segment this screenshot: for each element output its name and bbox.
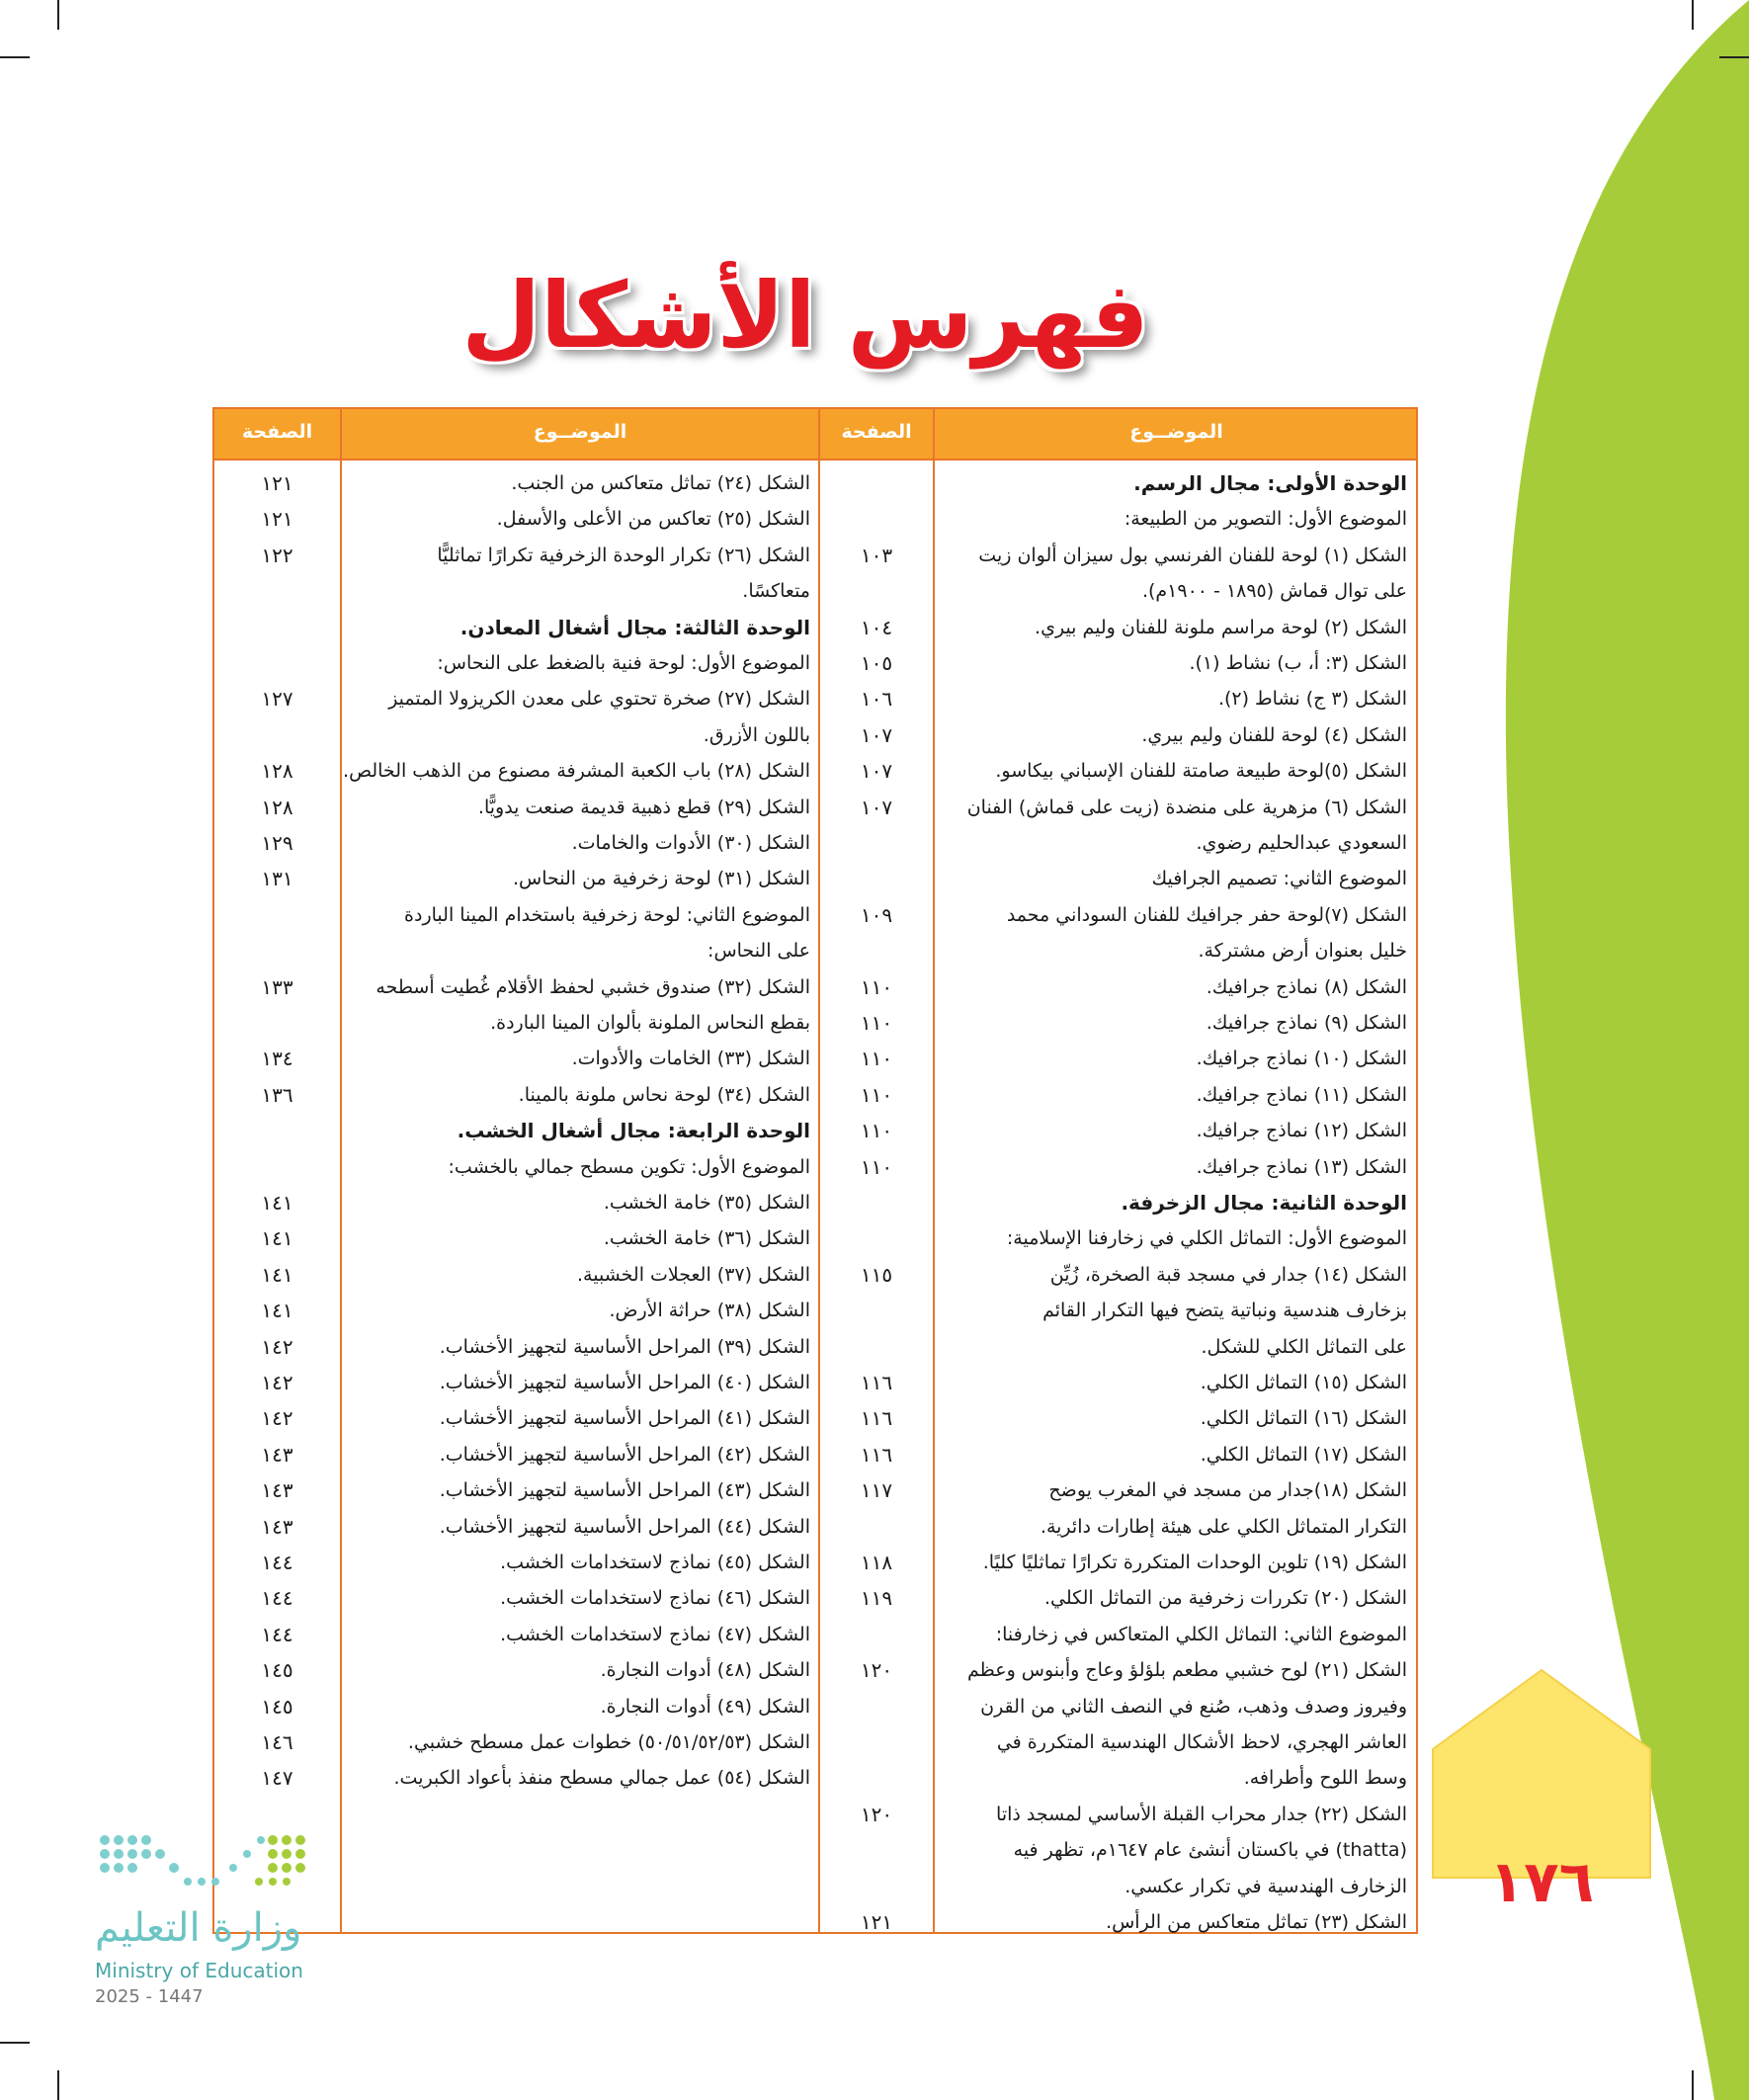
index-entry-page: ١٤٢: [261, 1334, 293, 1359]
index-entry-page: ١٠٦: [860, 687, 893, 712]
index-entry-page: ١١٠: [860, 1154, 893, 1179]
index-entry-text: الشكل (٤٨) أدوات النجارة.: [600, 1659, 810, 1682]
index-entry-text: الشكل (٣٢) صندوق خشبي لحفظ الأقلام غُطيت أسطحه: [375, 975, 810, 998]
index-entry-page: ١١٠: [860, 1047, 893, 1071]
index-entry-text: الشكل (٤٠) المراحل الأساسية لتجهيز الأخشاب.: [439, 1372, 810, 1393]
index-entry-page: ١٤١: [261, 1226, 293, 1251]
index-entry-page: ١١٠: [860, 1082, 893, 1107]
index-entry-text: الشكل (٢٥) تعاكس من الأعلى والأسفل.: [496, 508, 810, 531]
index-entry-text: بقطع النحاس الملونة بألوان المينا الباردة.: [490, 1012, 810, 1034]
index-entry-page: ١٤١: [261, 1299, 293, 1323]
index-entry-text: الموضوع الثاني: لوحة زخرفية باستخدام المينا الباردة: [404, 903, 810, 926]
index-entry-page: ١٠٧: [860, 722, 893, 747]
index-entry-page: ١٤٤: [261, 1622, 293, 1646]
index-entry-text: الشكل (٢٤) تماثل متعاكس من الجنب.: [511, 472, 810, 494]
index-entry-text: الموضوع الثاني: التماثل الكلي المتعاكس في زخارفنا:: [995, 1623, 1407, 1645]
index-entry-page: ١١٧: [860, 1478, 893, 1503]
crop-mark: [1692, 0, 1694, 30]
index-entry-text: خليل بعنوان أرض مشتركة.: [1198, 940, 1407, 963]
column-divider: [933, 409, 935, 1932]
index-entry-text: التكرار المتماثل الكلي على هيئة إطارات دائرية.: [1040, 1515, 1407, 1538]
index-entry-text: الموضوع الأول: لوحة فنية بالضغط على النحاس:: [437, 652, 810, 674]
ministry-name-english: Ministry of Education: [95, 1959, 303, 1982]
figures-index-table: [212, 407, 1418, 1934]
index-entry-text: الشكل (٢) لوحة مراسم ملونة للفنان وليم بيري.: [1035, 616, 1407, 638]
index-entry-text: الشكل (٤١) المراحل الأساسية لتجهيز الأخشاب.: [439, 1407, 810, 1430]
index-entry-text: الشكل (١١) نماذج جرافيك.: [1196, 1083, 1407, 1106]
index-entry-text: الشكل (٢٦) تكرار الوحدة الزخرفية تكرارًا تماثليًّا: [437, 544, 810, 566]
index-entry-text: الموضوع الثاني: تصميم الجرافيك: [1151, 868, 1407, 890]
index-entry-page: ١٤٣: [261, 1514, 293, 1539]
index-entry-text: الشكل (٣ ج) نشاط (٢).: [1217, 688, 1407, 711]
index-entry-page: ١٣٦: [261, 1082, 293, 1107]
index-entry-text: الشكل (٤٥) نماذج لاستخدامات الخشب.: [500, 1552, 810, 1573]
index-entry-page: ١١٠: [860, 1119, 893, 1143]
index-entry-text: الشكل (٣٦) خامة الخشب.: [603, 1227, 810, 1250]
index-entry-text: الشكل (٦) مزهرية على منضدة (زيت على قماش) الفنان: [966, 796, 1407, 818]
page-number: ١٧٦: [1488, 1848, 1595, 1915]
index-entry-text: الشكل (٤٢) المراحل الأساسية لتجهيز الأخشاب.: [439, 1443, 810, 1466]
header-topic-left: الموضــوع: [533, 421, 627, 443]
index-entry-text: على توال قماش (١٨٩٥ - ١٩٠٠م).: [1141, 580, 1407, 603]
index-entry-text: الشكل (٥)لوحة طبيعة صامتة للفنان الإسباني بيكاسو.: [995, 760, 1407, 783]
index-entry-text: الشكل (١٩) تلوين الوحدات المتكررة تكرارًا تماثليًا كليًا.: [982, 1552, 1407, 1573]
index-entry-page: ١٤٦: [261, 1730, 293, 1754]
index-entry-page: ١٠٤: [860, 615, 893, 639]
index-entry-text: الوحدة الثانية: مجال الزخرفة.: [1121, 1191, 1407, 1215]
index-entry-text: الشكل (٥٤) عمل جمالي مسطح منفذ بأعواد الكبريت.: [393, 1767, 810, 1790]
index-entry-text: الشكل (٨) نماذج جرافيك.: [1206, 975, 1407, 998]
index-entry-text: الشكل (٤٣) المراحل الأساسية لتجهيز الأخشاب.: [439, 1479, 810, 1502]
index-entry-text: الشكل (٣٧) العجلات الخشبية.: [577, 1263, 810, 1286]
index-entry-text: الشكل (٤٧) نماذج لاستخدامات الخشب.: [500, 1623, 810, 1645]
index-entry-page: ١١٩: [860, 1586, 893, 1611]
index-entry-text: الشكل (٤٦) نماذج لاستخدامات الخشب.: [500, 1587, 810, 1610]
index-entry-page: ١١٠: [860, 1011, 893, 1035]
index-entry-text: الشكل (١٤) جدار في مسجد قبة الصخرة، زُيِّن: [1049, 1263, 1407, 1286]
index-entry-text: باللون الأزرق.: [703, 723, 810, 746]
index-entry-page: ١٢١: [261, 507, 293, 532]
crop-mark: [0, 2042, 30, 2044]
index-entry-text: الشكل (١٨)جدار من مسجد في المغرب يوضح: [1048, 1479, 1407, 1502]
index-entry-page: ١٢١: [860, 1910, 893, 1934]
index-entry-text: الشكل (١) لوحة للفنان الفرنسي بول سيزان ألوان زيت: [978, 544, 1407, 566]
header-page-right: الصفحة: [841, 421, 912, 443]
index-entry-page: ١٤١: [261, 1191, 293, 1215]
index-entry-page: ١٣٤: [261, 1047, 293, 1071]
index-entry-text: الشكل (٣: أ، ب) نشاط (١).: [1189, 652, 1407, 674]
index-entry-text: الشكل (٣٨) حراثة الأرض.: [609, 1300, 810, 1322]
ministry-year: 2025 - 1447: [95, 1986, 204, 2007]
page-badge-shape: [1433, 1670, 1650, 1878]
index-entry-page: ١٤٥: [261, 1694, 293, 1719]
index-entry-text: الوحدة الثالثة: مجال أشغال المعادن.: [459, 615, 810, 639]
index-entry-text: السعودي عبدالحليم رضوي.: [1196, 832, 1407, 854]
index-entry-page: ١٤٧: [261, 1766, 293, 1791]
index-entry-text: الموضوع الأول: تكوين مسطح جمالي بالخشب:: [448, 1155, 810, 1178]
index-entry-text: الشكل (١٣) نماذج جرافيك.: [1196, 1155, 1407, 1178]
header-topic-right: الموضــوع: [1129, 421, 1223, 443]
index-entry-page: ١٤٤: [261, 1551, 293, 1574]
crop-mark: [1719, 56, 1749, 58]
index-entry-page: ١٤٤: [261, 1586, 293, 1611]
crop-mark: [1692, 2070, 1694, 2100]
index-entry-page: ١١٨: [860, 1551, 893, 1574]
index-entry-page: ١٤٥: [261, 1658, 293, 1683]
index-entry-text: الشكل (٥٠/٥١/٥٢/٥٣) خطوات عمل مسطح خشبي.: [407, 1731, 810, 1753]
index-entry-text: وفيروز وصدف وذهب، صُنع في النصف الثاني من القرن: [980, 1695, 1407, 1718]
index-entry-page: ١٣٣: [261, 974, 293, 999]
index-entry-text: الشكل (٢٢) جدار محراب القبلة الأساسي لمسجد ذاتا: [996, 1803, 1407, 1825]
index-entry-text: الشكل (٤٩) أدوات النجارة.: [600, 1695, 810, 1718]
crop-mark: [0, 56, 30, 58]
index-entry-text: الشكل (٣١) لوحة زخرفية من النحاس.: [512, 868, 810, 890]
index-entry-text: الشكل (١٧) التماثل الكلي.: [1200, 1443, 1407, 1466]
index-entry-page: ١٠٧: [860, 795, 893, 819]
index-entry-page: ١١٦: [860, 1442, 893, 1467]
index-entry-page: ١٢٢: [261, 543, 293, 567]
index-entry-page: ١٢٠: [860, 1802, 893, 1826]
index-entry-text: الشكل (٩) نماذج جرافيك.: [1206, 1012, 1407, 1034]
index-entry-text: الشكل (٣٥) خامة الخشب.: [603, 1192, 810, 1214]
index-entry-page: ١٢٠: [860, 1658, 893, 1683]
index-entry-text: الشكل (٤) لوحة للفنان وليم بيري.: [1141, 723, 1407, 746]
index-entry-text: على التماثل الكلي للشكل.: [1201, 1335, 1407, 1358]
crop-mark: [57, 2070, 59, 2100]
index-entry-page: ١٢٨: [261, 795, 293, 819]
index-entry-page: ١١٠: [860, 974, 893, 999]
index-entry-text: الشكل (٢٨) باب الكعبة المشرفة مصنوع من الذهب الخالص.: [343, 760, 810, 783]
index-entry-page: ١٢١: [261, 471, 293, 495]
index-entry-page: ١٠٧: [860, 759, 893, 784]
ministry-logo-icon: [95, 1828, 312, 1897]
index-entry-text: على النحاس:: [708, 940, 810, 963]
index-entry-text: الشكل (٢١) لوح خشبي مطعم بلؤلؤ وعاج وأبنوس وعظم: [967, 1659, 1407, 1682]
index-entry-text: الموضوع الأول: التماثل الكلي في زخارفنا الإسلامية:: [1006, 1227, 1407, 1250]
index-entry-text: الزخارف الهندسية في تكرار عكسي.: [1124, 1875, 1407, 1897]
index-entry-text: الوحدة الأولى: مجال الرسم.: [1133, 471, 1407, 495]
index-entry-text: متعاكسًا.: [742, 580, 810, 603]
page-title: فهرس الأشكال: [461, 263, 1149, 369]
index-entry-text: وسط اللوح وأطرافه.: [1243, 1767, 1407, 1790]
index-entry-text: الشكل (٢٩) قطع ذهبية قديمة صنعت يدويًّا.: [477, 796, 810, 818]
index-entry-page: ١٠٣: [860, 543, 893, 567]
index-entry-text: الشكل (٣٩) المراحل الأساسية لتجهيز الأخشاب.: [439, 1335, 810, 1358]
index-entry-page: ١٠٩: [860, 902, 893, 927]
index-entry-page: ١٠٥: [860, 651, 893, 675]
index-entry-text: الموضوع الأول: التصوير من الطبيعة:: [1124, 508, 1407, 531]
column-divider: [340, 409, 342, 1932]
index-entry-text: بزخارف هندسية ونباتية يتضح فيها التكرار القائم: [1042, 1300, 1407, 1322]
index-entry-text: الشكل (١٢) نماذج جرافيك.: [1196, 1120, 1407, 1142]
index-entry-text: الشكل (٧)لوحة حفر جرافيك للفنان السوداني محمد: [1006, 903, 1407, 926]
index-entry-text: الشكل (٣٠) الأدوات والخامات.: [571, 832, 810, 854]
index-entry-page: ١٤١: [261, 1262, 293, 1287]
index-entry-text: الشكل (٢٣) تماثل متعاكس من الرأس.: [1106, 1911, 1407, 1933]
index-entry-page: ١٤٢: [261, 1371, 293, 1394]
index-entry-text: العاشر الهجري، لاحظ الأشكال الهندسية المتكررة في: [996, 1731, 1407, 1753]
index-entry-page: ١٢٩: [261, 831, 293, 855]
index-entry-page: ١١٥: [860, 1262, 893, 1287]
index-entry-page: ١٤٣: [261, 1478, 293, 1503]
index-entry-page: ١١٦: [860, 1371, 893, 1394]
index-entry-text: الشكل (٢٠) تكررات زخرفية من التماثل الكلي.: [1043, 1587, 1407, 1610]
index-entry-page: ١٣١: [261, 867, 293, 891]
index-entry-text: الشكل (٤٤) المراحل الأساسية لتجهيز الأخشاب.: [439, 1515, 810, 1538]
index-entry-page: ١٢٧: [261, 687, 293, 712]
index-entry-text: (thatta) في باكستان أنشئ عام ١٦٤٧م، تظهر فيه: [1013, 1839, 1407, 1862]
index-entry-text: الشكل (٣٤) لوحة نحاس ملونة بالمينا.: [518, 1083, 810, 1106]
header-divider: [214, 459, 1416, 461]
index-entry-text: الشكل (٢٧) صخرة تحتوي على معدن الكريزولا المتميز: [388, 688, 810, 711]
header-page-left: الصفحة: [241, 421, 313, 443]
index-entry-text: الشكل (١٠) نماذج جرافيك.: [1196, 1048, 1407, 1070]
ministry-name-arabic: وزارة التعليم: [95, 1905, 302, 1951]
index-entry-text: الشكل (١٥) التماثل الكلي.: [1200, 1372, 1407, 1393]
crop-mark: [57, 0, 59, 30]
index-entry-text: الشكل (٣٣) الخامات والأدوات.: [571, 1048, 810, 1070]
index-entry-page: ١١٦: [860, 1406, 893, 1431]
index-entry-page: ١٢٨: [261, 759, 293, 784]
index-entry-page: ١٤٣: [261, 1442, 293, 1467]
index-entry-page: ١٤٢: [261, 1406, 293, 1431]
index-entry-text: الوحدة الرابعة: مجال أشغال الخشب.: [457, 1119, 810, 1143]
index-entry-text: الشكل (١٦) التماثل الكلي.: [1200, 1407, 1407, 1430]
